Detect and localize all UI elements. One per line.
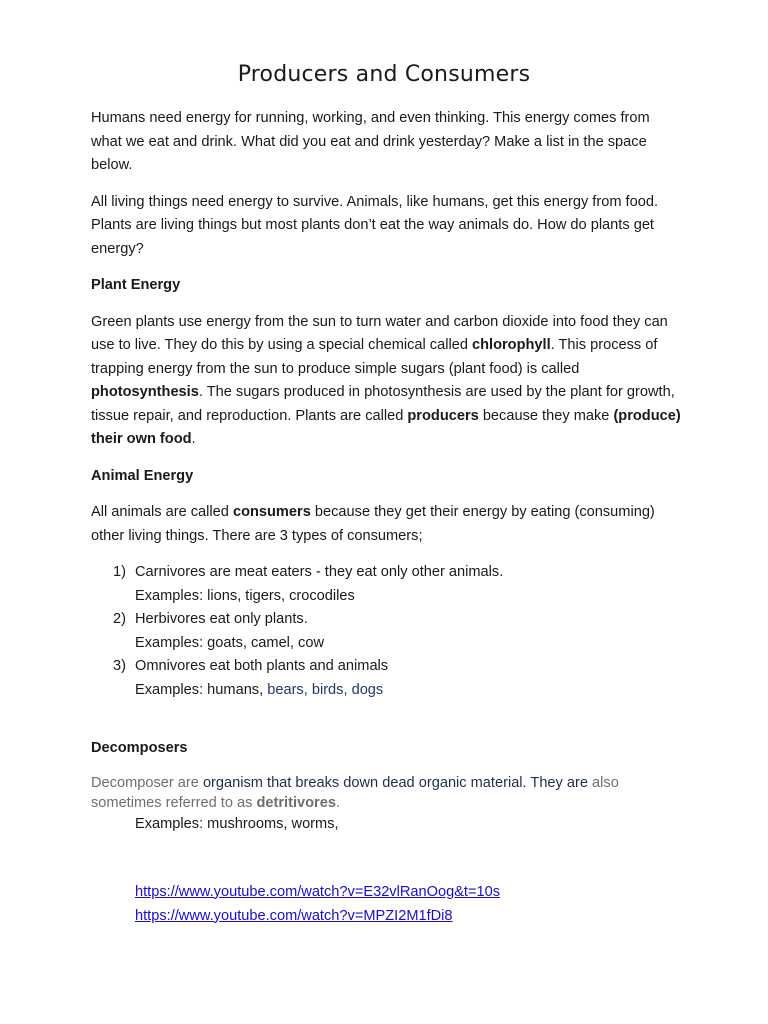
animal-text-1: All animals are called: [91, 504, 233, 520]
term-consumers: consumers: [232, 504, 311, 520]
decomp-text-2: organism that breaks down dead organic material. They are: [202, 774, 588, 791]
plant-text-3: . The sugars produced in photosynthesis are used by the plant for growth, tissue repair, and reproduction. Plants are called: [91, 384, 675, 424]
list-item-text: Omnivores eat both plants and animals: [135, 658, 389, 674]
list-item-examples: Examples: goats, camel, cow: [135, 634, 324, 651]
plant-text-2: . This process of trapping energy from the sun to produce simple sugars (plant food) is called: [91, 337, 658, 377]
document-body: [91, 107, 681, 928]
decomposers-paragraph: [91, 773, 681, 813]
list-item-examples: [135, 679, 681, 703]
plant-text-1: Green plants use energy from the sun to turn water and carbon dioxide into food they can use to live. They do this by using a special chemical called: [91, 313, 668, 353]
youtube-link-2[interactable]: https://www.youtube.com/watch?v=MPZI2M1fDi8: [135, 907, 453, 924]
plant-text-5: .: [191, 431, 196, 447]
decomp-text-4: .: [335, 794, 341, 811]
list-item-examples: Examples: lions, tigers, crocodiles: [135, 587, 355, 604]
animal-energy-heading: Animal Energy: [91, 467, 194, 484]
intro-paragraph-1: Humans need energy for running, working, and even thinking. This energy comes from what we eat and drink. What did you eat and drink yesterday? Make a list in the space below.: [91, 110, 650, 173]
list-number: 3): [113, 658, 126, 674]
list-number: 2): [113, 611, 126, 627]
animal-energy-paragraph: [91, 501, 681, 548]
decomposers-heading: Decomposers: [91, 740, 188, 756]
page-title: Producers and Consumers: [237, 62, 531, 87]
term-photosynthesis: photosynthesis: [91, 384, 199, 400]
consumer-types-list: [91, 561, 681, 702]
youtube-link-1[interactable]: https://www.youtube.com/watch?v=E32vlRanOog&t=10s: [135, 883, 501, 900]
list-number: 1): [113, 564, 126, 580]
list-item-text: Herbivores eat only plants.: [135, 611, 308, 627]
animal-text-2: because they get their energy by eating (consuming) other living things. There are 3 types of consumers;: [91, 504, 655, 544]
term-detritivores: detritivores: [256, 794, 336, 811]
decomp-text-3: also sometimes referred to as: [91, 774, 619, 811]
decomp-text-1: Decomposer are: [91, 774, 203, 791]
decomposers-examples: Examples: mushrooms, worms,: [135, 815, 339, 832]
list-item-text: Carnivores are meat eaters - they eat only other animals.: [135, 564, 504, 580]
term-produce-own-food: (produce) their own food: [91, 407, 681, 447]
video-links: [91, 880, 681, 928]
plant-energy-paragraph: [91, 311, 681, 452]
intro-paragraph-2: All living things need energy to survive. Animals, like humans, get this energy from food. Plants are living things but most plants don’t eat the way animals do. How do plants get energy?: [91, 193, 659, 257]
plant-text-4: because they make: [478, 407, 614, 424]
term-producers: producers: [407, 407, 479, 424]
plant-energy-heading: Plant Energy: [91, 277, 181, 293]
term-chlorophyll: chlorophyll: [472, 337, 551, 353]
list-item: [91, 608, 681, 655]
list-item: [91, 561, 681, 608]
list-item: [91, 655, 681, 702]
examples-highlighted: bears, birds, dogs: [267, 681, 384, 698]
examples-prefix: Examples: humans,: [135, 681, 268, 698]
